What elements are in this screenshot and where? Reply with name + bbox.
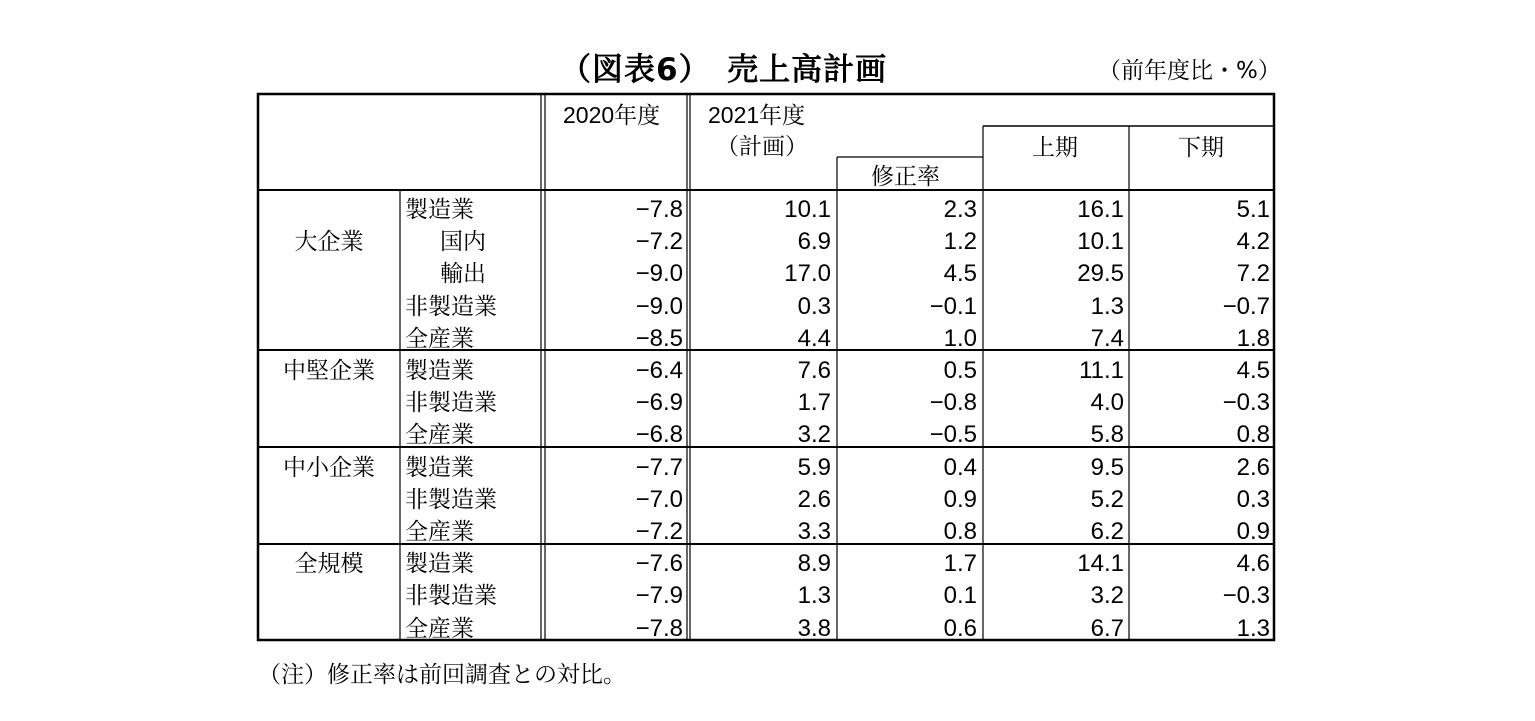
table-cell: 17.0 xyxy=(784,260,831,288)
row-label: 全産業 xyxy=(405,519,474,545)
table-cell: 1.3 xyxy=(797,582,831,610)
header-revision: 修正率 xyxy=(871,163,940,189)
table-cell: −7.0 xyxy=(635,485,683,513)
table-cell: −7.8 xyxy=(635,614,683,642)
table-cell: 29.5 xyxy=(1077,260,1124,288)
table-cell: 4.0 xyxy=(1090,389,1124,417)
table-cell: 0.8 xyxy=(1236,421,1270,449)
table-cell: −9.0 xyxy=(635,260,683,288)
row-label: 製造業 xyxy=(405,358,474,384)
table-cell: 5.9 xyxy=(797,453,831,481)
table-cell: −0.5 xyxy=(929,421,977,449)
group-label: 中小企業 xyxy=(283,454,375,481)
table-cell: 0.9 xyxy=(943,485,977,513)
table-cell: 0.3 xyxy=(797,292,831,320)
table-cell: 0.6 xyxy=(943,614,977,642)
table-cell: 0.8 xyxy=(943,518,977,545)
table-cell: 7.6 xyxy=(797,357,831,384)
row-label: 全産業 xyxy=(405,422,474,449)
table-cell: 0.4 xyxy=(943,453,977,481)
table-cell: 0.5 xyxy=(943,357,977,384)
table-cell: −6.4 xyxy=(635,357,683,384)
page-title: （図表6） 売上高計画 xyxy=(560,52,888,88)
row-label: 製造業 xyxy=(405,197,474,223)
table-cell: 3.3 xyxy=(797,518,831,545)
table-cell: 7.2 xyxy=(1236,260,1270,288)
group-label: 大企業 xyxy=(294,229,364,256)
table-cell: 6.2 xyxy=(1090,518,1124,545)
table-cell: 3.2 xyxy=(797,421,831,449)
table-cell: −7.9 xyxy=(635,582,683,610)
table-cell: 11.1 xyxy=(1079,357,1124,384)
row-label: 製造業 xyxy=(405,454,474,481)
table-cell: 1.0 xyxy=(943,324,977,352)
table-cell: −0.7 xyxy=(1222,292,1270,320)
table-cell: 0.1 xyxy=(943,582,977,610)
table-cell: −7.6 xyxy=(635,550,683,578)
row-label: 非製造業 xyxy=(405,486,497,513)
table-cell: 5.8 xyxy=(1090,421,1124,449)
table-cell: 1.8 xyxy=(1236,324,1270,352)
table-cell: 5.2 xyxy=(1090,485,1124,513)
table-cell: −7.2 xyxy=(635,228,683,256)
table-cell: 14.1 xyxy=(1077,550,1124,578)
table-cell: 5.1 xyxy=(1236,196,1270,223)
table-cell: −0.8 xyxy=(929,389,977,417)
table-cell: 1.3 xyxy=(1090,292,1124,320)
table-cell: 0.3 xyxy=(1236,485,1270,513)
table-cell: −8.5 xyxy=(635,324,683,352)
table-cell: 10.1 xyxy=(1077,228,1124,256)
table-cell: −6.8 xyxy=(635,421,683,449)
table-cell: 4.6 xyxy=(1236,550,1270,578)
table-cell: −0.3 xyxy=(1222,389,1270,417)
table-cell: 1.2 xyxy=(943,228,977,256)
table-cell: −0.1 xyxy=(929,292,977,320)
table-cell: −7.2 xyxy=(635,518,683,545)
table-cell: 2.3 xyxy=(943,196,977,223)
table-cell: 4.4 xyxy=(797,324,831,352)
table-cell: 8.9 xyxy=(797,550,831,578)
table-cell: 4.5 xyxy=(1236,357,1270,384)
table-cell: −0.3 xyxy=(1222,582,1270,610)
table-cell: −7.8 xyxy=(635,196,683,223)
table-cell: −6.9 xyxy=(635,389,683,417)
footnote: （注）修正率は前回調査との対比。 xyxy=(258,662,626,688)
table-cell: 16.1 xyxy=(1077,196,1124,223)
table-cell: 3.2 xyxy=(1090,582,1124,610)
header-first-half: 上期 xyxy=(1032,134,1078,160)
table-cell: 1.7 xyxy=(797,389,831,417)
header-2021: 2021年度 xyxy=(708,102,806,128)
group-label: 中堅企業 xyxy=(283,358,375,384)
row-label: 全産業 xyxy=(405,615,474,642)
header-2020: 2020年度 xyxy=(563,102,661,128)
table-cell: 4.2 xyxy=(1236,228,1270,256)
row-label: 製造業 xyxy=(405,551,474,578)
table-cell: 1.3 xyxy=(1236,614,1270,642)
table-cell: 2.6 xyxy=(1236,453,1270,481)
table-cell: 3.8 xyxy=(797,614,831,642)
table-cell: 10.1 xyxy=(784,196,831,223)
table-cell: 6.7 xyxy=(1090,614,1124,642)
header-second-half: 下期 xyxy=(1178,134,1224,160)
table-cell: 2.6 xyxy=(797,485,831,513)
table-cell: −9.0 xyxy=(635,292,683,320)
unit-label: （前年度比・%） xyxy=(1098,58,1281,84)
table-cell: 4.5 xyxy=(943,260,977,288)
table-cell: 7.4 xyxy=(1090,324,1124,352)
table-cell: −7.7 xyxy=(635,453,683,481)
row-label: 非製造業 xyxy=(405,583,497,610)
table-cell: 0.9 xyxy=(1236,518,1270,545)
header-plan: （計画） xyxy=(716,133,808,159)
table-cell: 1.7 xyxy=(943,550,977,578)
group-label: 全規模 xyxy=(294,551,364,578)
row-label: 国内 xyxy=(440,229,486,256)
table-cell: 6.9 xyxy=(797,228,831,256)
row-label: 全産業 xyxy=(405,325,474,352)
row-label: 非製造業 xyxy=(405,293,497,320)
row-label: 非製造業 xyxy=(405,390,497,417)
table-cell: 9.5 xyxy=(1090,453,1124,481)
row-label: 輸出 xyxy=(440,261,486,288)
